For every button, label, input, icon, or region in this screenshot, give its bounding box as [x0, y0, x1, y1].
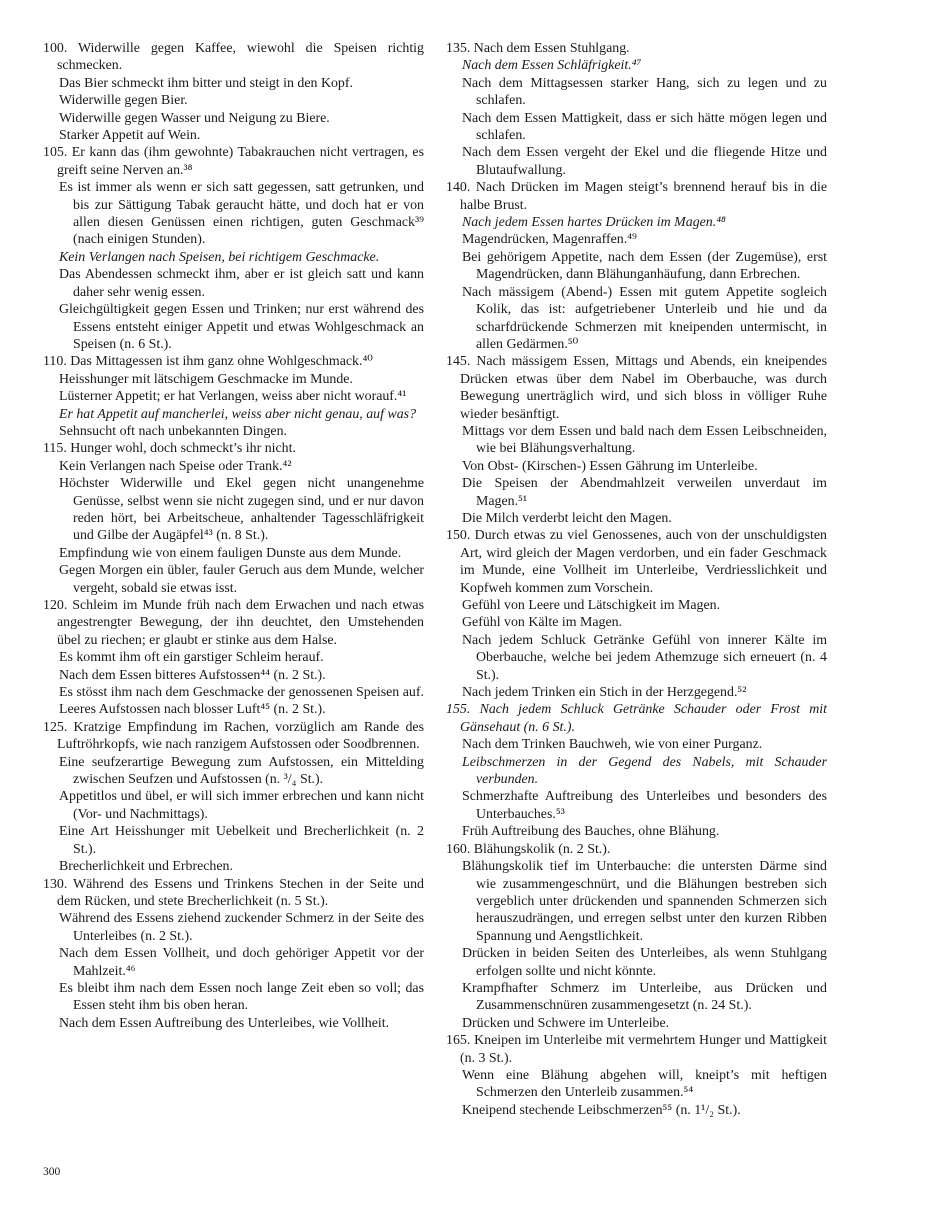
left-column [43, 40, 424, 1032]
symptom-entry: Drücken und Schwere im Unterleibe. [462, 1015, 670, 1031]
symptom-entry: Nach dem Essen Schläfrigkeit.⁴⁷ [462, 58, 642, 74]
symptom-entry: Nach dem Essen bitteres Aufstossen⁴⁴ (n. 2 St.). [59, 667, 326, 683]
numbered-entry: 155. Nach jedem Schluck Getränke Schauder oder Frost mit Gänsehaut (n. 6 St.). [446, 702, 827, 735]
symptom-entry: Die Milch verderbt leicht den Magen. [462, 510, 672, 526]
symptom-entry: Gleichgültigkeit gegen Essen und Trinken; nur erst während des Essens entsteht einiger Appetit und etwas Wohlgeschmack an Speisen (n. 6 St.). [59, 302, 424, 352]
symptom-entry: Die Speisen der Abendmahlzeit verweilen unverdaut im Magen.⁵¹ [462, 476, 827, 509]
symptom-entry: Nach jedem Schluck Getränke Gefühl von innerer Kälte im Oberbauche, welche bei jedem Athemzuge sich erneuert (n. 4 St.). [462, 632, 827, 683]
numbered-entry: 140. Nach Drücken im Magen steigt’s brennend herauf bis in die halbe Brust. [446, 180, 827, 213]
symptom-entry: Von Obst- (Kirschen-) Essen Gährung im Unterleibe. [462, 458, 758, 474]
numbered-entry: 105. Er kann das (ihm gewohnte) Tabakrauchen nicht vertragen, es greift seine Nerven an.³⁸ [43, 145, 424, 178]
symptom-entry: Es kommt ihm oft ein garstiger Schleim herauf. [59, 650, 324, 666]
symptom-entry: Das Abendessen schmeckt ihm, aber er ist gleich satt und kann daher sehr wenig essen. [59, 267, 424, 300]
symptom-entry: Starker Appetit auf Wein. [59, 128, 201, 144]
numbered-entry: 150. Durch etwas zu viel Genossenes, auch von der unschuldigsten Art, wird gleich der Magen verdorben, und ein fader Geschmack im Munde, eine Vollheit im Unterleibe, Verdriesslichkeit und Kopfweh kommen zum Vorschein. [446, 528, 827, 596]
symptom-entry: Leibschmerzen in der Gegend des Nabels, mit Schauder verbunden. [462, 754, 827, 788]
symptom-entry: Widerwille gegen Bier. [59, 93, 188, 109]
symptom-entry: Drücken in beiden Seiten des Unterleibes, als wenn Stuhlgang erfolgen sollte und nicht könnte. [462, 946, 827, 979]
symptom-entry: Nach dem Essen Vollheit, und doch gehöriger Appetit vor der Mahlzeit.⁴⁶ [59, 946, 424, 979]
symptom-entry: Nach dem Trinken Bauchweh, wie von einer Purganz. [462, 737, 763, 753]
symptom-entry: Bei gehörigem Appetite, nach dem Essen (der Zugemüse), erst Magendrücken, dann Blähunganhäufung, dann Erbrechen. [462, 249, 827, 283]
numbered-entry: 125. Kratzige Empfindung im Rachen, vorzüglich am Rande des Luftröhrkopfs, wie nach ranzigem Aufstossen oder Soodbrennen. [43, 719, 424, 753]
symptom-entry: Empfindung wie von einem fauligen Dunste aus dem Munde. [59, 545, 402, 561]
symptom-entry: Nach dem Mittagsessen starker Hang, sich zu legen und zu schlafen. [462, 75, 827, 109]
numbered-entry: 130. Während des Essens und Trinkens Stechen in der Seite und dem Rücken, und stete Brecherlichkeit (n. 5 St.). [43, 876, 424, 909]
symptom-entry: Mittags vor dem Essen und bald nach dem Essen Leibschneiden, wie bei Blähungsverhaltung. [462, 423, 827, 457]
numbered-entry: 110. Das Mittagessen ist ihm ganz ohne Wohlgeschmack.⁴⁰ [43, 354, 373, 370]
symptom-entry: Nach mässigem (Abend-) Essen mit gutem Appetite sogleich Kolik, das ist: aufgetriebener Unterleib und hie und da scharfdrückende Schmerzen mit kneipenden untermischt, in allen Gedärmen.⁵⁰ [462, 284, 827, 352]
numbered-entry: 115. Hunger wohl, doch schmeckt’s ihr nicht. [43, 441, 296, 457]
symptom-entry: Nach jedem Trinken ein Stich in der Herzgegend.⁵² [462, 685, 747, 701]
symptom-entry: Kneipend stechende Leibschmerzen⁵⁵ (n. 1¹/₂ St.). [462, 1102, 741, 1118]
symptom-entry: Heisshunger mit lätschigem Geschmacke im Munde. [59, 371, 353, 387]
symptom-entry: Magendrücken, Magenraffen.⁴⁹ [462, 232, 637, 248]
symptom-entry: Früh Auftreibung des Bauches, ohne Blähung. [462, 824, 720, 840]
symptom-entry: Es bleibt ihm nach dem Essen noch lange Zeit eben so voll; das Essen steht ihm bis oben heran. [59, 980, 424, 1014]
symptom-entry: Das Bier schmeckt ihm bitter und steigt in den Kopf. [59, 75, 353, 91]
symptom-entry: Gefühl von Leere und Lätschigkeit im Magen. [462, 598, 721, 613]
symptom-entry: Leeres Aufstossen nach blosser Luft⁴⁵ (n. 2 St.). [59, 702, 326, 718]
symptom-entry: Brecherlichkeit und Erbrechen. [59, 859, 233, 875]
numbered-entry: 120. Schleim im Munde früh nach dem Erwachen und nach etwas angestrengter Bewegung, der ihn deuchtet, den Umstehenden übel zu riechen; er glaubt er stinke aus dem Halse. [43, 598, 424, 648]
symptom-entry: Während des Essens ziehend zuckender Schmerz in der Seite des Unterleibes (n. 2 St.). [59, 911, 424, 944]
symptom-entry: Eine seufzerartige Bewegung zum Aufstossen, ein Mittelding zwischen Seufzen und Aufstossen (n. ³/₄ St.). [59, 754, 424, 788]
numbered-entry: 100. Widerwille gegen Kaffee, wiewohl die Speisen richtig schmecken. [43, 41, 424, 74]
symptom-entry: Wenn eine Blähung abgehen will, kneipt’s mit heftigen Schmerzen den Unterleib zusammen.⁵⁴ [462, 1067, 827, 1101]
page-number: 300 [43, 1166, 61, 1178]
symptom-entry: Es ist immer als wenn er sich satt gegessen, satt getrunken, und bis zur Sättigung Tabak geraucht hätte, und doch hat er von allen diesen Genüssen einen richtigen, guten Geschmack³⁹ (nach einigen Stunden). [59, 180, 424, 248]
symptom-entry: Gefühl von Kälte im Magen. [462, 615, 623, 631]
numbered-entry: 135. Nach dem Essen Stuhlgang. [446, 41, 630, 56]
symptom-entry: Höchster Widerwille und Ekel gegen nicht unangenehme Genüsse, selbst wenn sie nicht zugegen sind, und er nur davon reden hört, bei Arbeitscheue, anhaltender Tagesschläfrigkeit und Gilbe der Augäpfel⁴³ (n. 8 St.). [59, 476, 424, 544]
numbered-entry: 165. Kneipen im Unterleibe mit vermehrtem Hunger und Mattigkeit (n. 3 St.). [446, 1033, 827, 1066]
numbered-entry: 160. Blähungskolik (n. 2 St.). [446, 841, 611, 857]
symptom-entry: Es stösst ihm nach dem Geschmacke der genossenen Speisen auf. [59, 685, 424, 701]
symptom-entry: Nach dem Essen Auftreibung des Unterleibes, wie Vollheit. [59, 1015, 390, 1031]
symptom-entry: Krampfhafter Schmerz im Unterleibe, aus Drücken und Zusammenschnüren zusammengesetzt (n. 24 St.). [462, 980, 827, 1014]
symptom-entry: Widerwille gegen Wasser und Neigung zu Biere. [59, 110, 330, 126]
symptom-entry: Nach jedem Essen hartes Drücken im Magen.⁴⁸ [462, 215, 726, 231]
symptom-entry: Appetitlos und übel, er will sich immer erbrechen und kann nicht (Vor- und Nachmittags). [59, 789, 424, 822]
symptom-entry: Kein Verlangen nach Speisen, bei richtigem Geschmacke. [59, 249, 380, 265]
symptom-entry: Er hat Appetit auf mancherlei, weiss aber nicht genau, auf was? [59, 406, 417, 422]
symptom-entry: Nach dem Essen Mattigkeit, dass er sich hätte mögen legen und schlafen. [462, 110, 827, 144]
symptom-entry: Lüsterner Appetit; er hat Verlangen, weiss aber nicht worauf.⁴¹ [59, 389, 407, 405]
symptom-entry: Eine Art Heisshunger mit Uebelkeit und Brecherlichkeit (n. 2 St.). [59, 824, 424, 857]
symptom-entry: Blähungskolik tief im Unterbauche: die untersten Därme sind wie zusammengeschnürt, und die Blähungen bestreben sich vergeblich unter drückenden und spannenden Schmerzen sich herauszudrängen, und erregen selbst unter den kurzen Ribben Spannung und Aengstlichkeit. [462, 859, 827, 944]
symptom-entry: Kein Verlangen nach Speise oder Trank.⁴² [59, 458, 292, 474]
symptom-entry: Sehnsucht oft nach unbekannten Dingen. [59, 423, 287, 439]
symptom-entry: Nach dem Essen vergeht der Ekel und die fliegende Hitze und Blutaufwallung. [462, 145, 827, 178]
symptom-entry: Gegen Morgen ein übler, fauler Geruch aus dem Munde, welcher vergeht, sobald sie etwas isst. [59, 563, 424, 596]
right-column [446, 40, 827, 1119]
numbered-entry: 145. Nach mässigem Essen, Mittags und Abends, ein kneipendes Drücken etwas über dem Nabel im Oberbauche, was durch Bewegung unerträglich wird, und sich bloss in völliger Ruhe wieder besänftigt. [446, 354, 827, 422]
symptom-entry: Schmerzhafte Auftreibung des Unterleibes und besonders des Unterbauches.⁵³ [462, 789, 827, 822]
